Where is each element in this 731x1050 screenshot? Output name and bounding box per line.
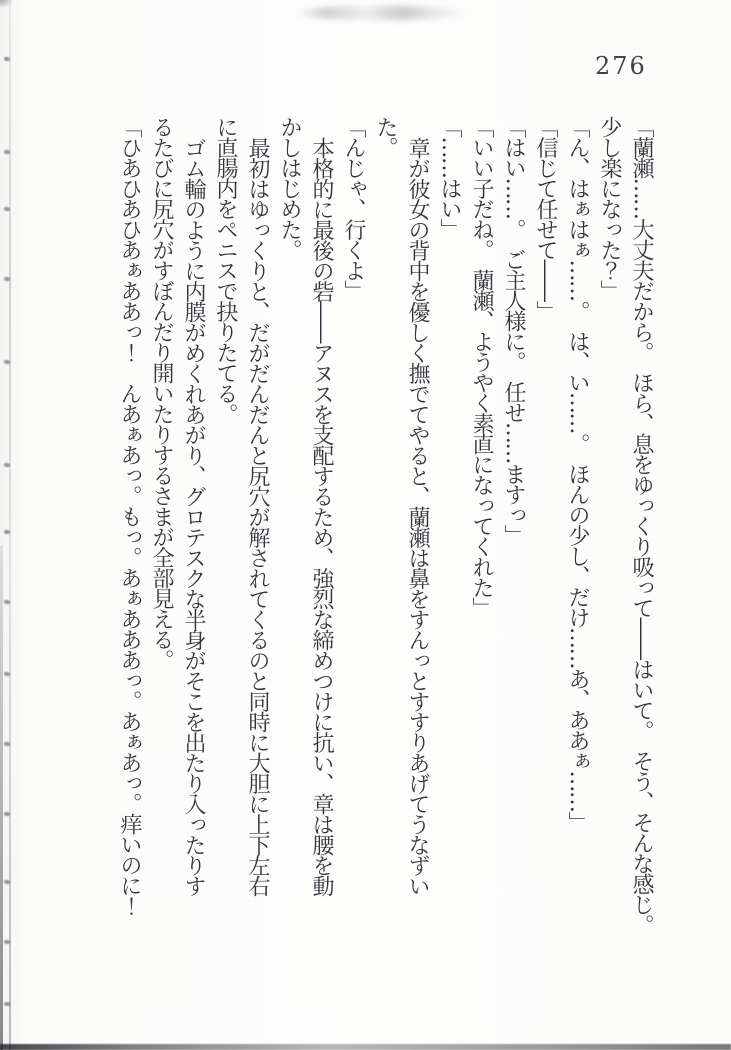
text-column: 「ひあひあひあぁああっ！ んあぁあっ。もっ。あぁあああっ。あぁあっ。痒いのに！: [117, 116, 142, 916]
binding-mark-artifact: [4, 880, 10, 885]
text-column: 「信じて任せて――」: [533, 116, 558, 321]
text-column: 「んじゃ、行くよ」: [341, 116, 366, 301]
binding-mark-artifact: [4, 207, 10, 212]
text-block: [113, 116, 657, 968]
binding-mark-artifact: [4, 672, 10, 677]
text-column: 章が彼女の背中を優しく撫でてやると、蘭瀬は鼻をすんっとすすりあげてうなずい: [405, 137, 430, 896]
text-column: た。: [373, 116, 398, 157]
text-column: 「……はい」: [437, 116, 462, 239]
text-column: 「ん、はぁはぁ……。 は、い……。 ほんの少し、だけ……あ、ああぁ……」: [565, 116, 590, 832]
binding-mark-artifact: [4, 600, 10, 605]
text-column: かしはじめた。: [277, 116, 302, 260]
binding-mark-artifact: [4, 463, 10, 468]
binding-mark-artifact: [4, 277, 10, 282]
text-column: 「蘭瀬……大丈夫だから。 ほら、息をゆっくり吸って――はいて。 そう、そんな感じ。: [629, 116, 654, 935]
text-column: るたびに尻穴がすぼんだり開いたりするさまが全部見える。: [149, 116, 174, 670]
binding-mark-artifact: [4, 150, 10, 155]
text-column: 「はい……。 ご主人様に。 任せ……ますっ」: [501, 116, 526, 545]
text-column: 本格的に最後の砦――アヌスを支配するため、強烈な締めつけに抗い、章は腰を動: [309, 137, 334, 896]
page-number: 276: [595, 52, 647, 80]
binding-mark-artifact: [4, 530, 10, 535]
scan-bottom-edge: [0, 1044, 731, 1050]
binding-mark-artifact: [4, 1002, 10, 1007]
text-column: 最初はゆっくりと、だがだんだんと尻穴が解されてくるのと同時に大胆に上下左右: [245, 137, 270, 896]
text-column: ゴム輪のように内膜がめくれあがり、グロテスクな半身がそこを出たり入ったりす: [181, 137, 206, 896]
binding-mark-artifact: [4, 360, 10, 365]
binding-mark-artifact: [4, 742, 10, 747]
binding-mark-artifact: [4, 940, 10, 945]
text-column: 少し楽になった？」: [597, 116, 622, 301]
text-column: 「いい子だね。 蘭瀬、ようやく素直になってくれた」: [469, 116, 494, 618]
scan-corner-speck: [0, 0, 14, 8]
scan-edge-shadow: [0, 546, 3, 1050]
binding-mark-artifact: [4, 812, 10, 817]
text-column: に直腸内をペニスで抉りたてる。: [213, 116, 238, 424]
ink-bleed-smudge: [295, 6, 470, 20]
page-crease-artifact: [9, 0, 11, 1050]
binding-mark-artifact: [4, 57, 10, 62]
